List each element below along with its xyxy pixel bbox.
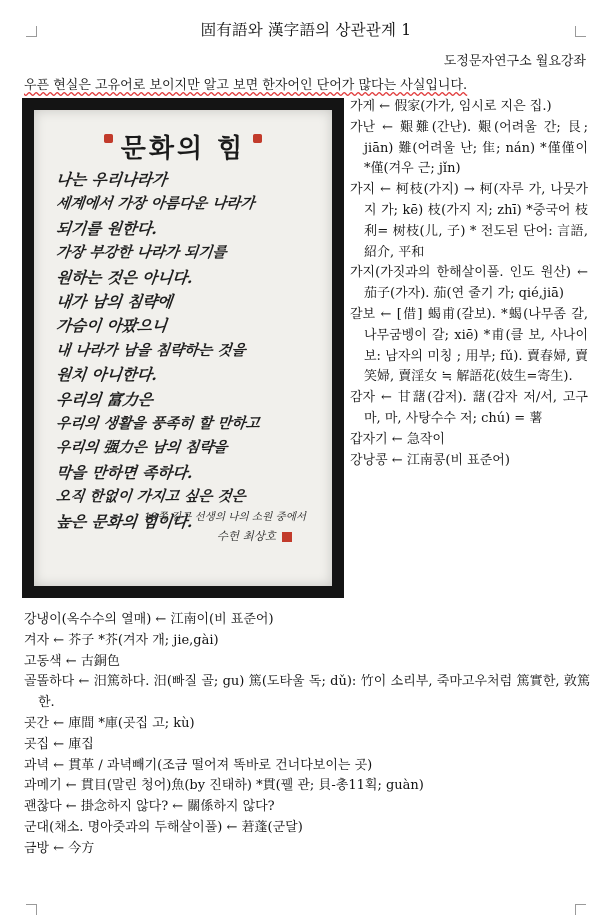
calligraphy-text bbox=[56, 168, 318, 534]
calligraphy-paper bbox=[34, 110, 332, 586]
calligraphy-line: 우리의 强力은 남의 침략을 bbox=[55, 439, 229, 457]
vocab-entry: 과메기 ← 貫目(말린 청어)魚(by 진태하) *貫(꿸 관; 貝-총11획; guàn) bbox=[24, 778, 424, 794]
calligraphy-signature bbox=[217, 528, 292, 544]
vocab-entry: 가지 ← 柯枝(가지) → 柯(자루 가, 나뭇가지 가; kē) 枝(가지 지; zhī) *중국어 枝利= 树枝(儿, 子) * 전도된 단어: 言語, 紹介, 平和 bbox=[350, 182, 588, 260]
vocab-entry: 겨자 ← 芥子 *芥(겨자 개; jie,gài) bbox=[24, 632, 219, 648]
vocab-entry: 곳간 ← 庫間 *庫(곳집 고; kù) bbox=[24, 715, 195, 731]
calligraphy-line: 막을 만하면 족하다. bbox=[55, 462, 194, 482]
document-title: 固有語와 漢字語의 상관관계 1 bbox=[200, 21, 412, 39]
red-seal-icon bbox=[253, 134, 262, 143]
calligraphy-line: 세계에서 가장 아름다운 나라가 bbox=[55, 195, 256, 213]
vocab-entry: 가지(가짓과의 한해살이풀. 인도 원산) ← 茄子(가자). 茄(연 줄기 가; qié,jiā) bbox=[350, 265, 588, 302]
vocab-entry: 가게 ← 假家(가가, 임시로 지은 집.) bbox=[350, 99, 552, 114]
calligraphy-image bbox=[22, 98, 344, 598]
calligraphy-line: 원하는 것은 아니다. bbox=[55, 267, 194, 287]
page-corner-mark bbox=[575, 904, 586, 915]
calligraphy-title: 문화의 힘 bbox=[120, 134, 246, 164]
calligraphy-line: 내 나라가 남을 침략하는 것을 bbox=[55, 341, 247, 359]
vocab-entry: 군대(채소. 명아줏과의 두해살이풀) ← 莙蓬(군달) bbox=[24, 819, 303, 835]
vocab-entry: 강낭콩 ← 江南콩(비 표준어) bbox=[350, 452, 510, 468]
calligraphy-line: 오직 한없이 가지고 싶은 것은 bbox=[55, 488, 247, 506]
calligraphy-line: 높은 문화의 힘이다. bbox=[55, 511, 194, 531]
vocab-entry: 괜찮다 ← 掛念하지 않다? ← 關係하지 않다? bbox=[24, 799, 275, 815]
calligraphy-line: 되기를 원한다. bbox=[55, 218, 159, 238]
calligraphy-line: 우리의 생활을 풍족히 할 만하고 bbox=[55, 415, 261, 433]
vocab-entry: 금방 ← 今方 bbox=[24, 840, 95, 856]
vocab-entry: 가난 ← 艱難(간난). 艱(어려울 간; 艮; jiān) 難(어려울 난; 隹; nán) *僅僅이 *僅(겨우 근; jǐn) bbox=[350, 119, 588, 177]
vocab-entry: 곳집 ← 庫집 bbox=[24, 736, 94, 752]
intro-text bbox=[24, 74, 467, 93]
calligraphy-line: 가장 부강한 나라가 되기를 bbox=[55, 244, 228, 262]
right-column-entries bbox=[350, 97, 588, 471]
calligraphy-line: 우리의 富力은 bbox=[55, 389, 154, 409]
calligraphy-line: 가슴이 아팠으니 bbox=[55, 316, 168, 336]
calligraphy-line: 나는 우리나라가 bbox=[55, 170, 168, 189]
vocab-entry: 갈보 ← [借] 蝎甫(갈보). *蝎(나무좀 갈, 나무굼벵이 갈; xiē) *甫(클 보, 사나이 보: 남자의 미칭 ; 用부; fǔ). 賣春婦, 賣笑婦, 賣淫女 ≒ 解語花(妓生=寄生). bbox=[350, 306, 588, 385]
bottom-entries bbox=[24, 610, 590, 860]
vocab-entry: 갑자기 ← 急작이 bbox=[350, 431, 445, 447]
signature-text: 수헌 최상호 bbox=[216, 529, 276, 543]
vocab-entry: 고동색 ← 古銅色 bbox=[24, 653, 120, 669]
calligraphy-line: 내가 남의 침략에 bbox=[55, 292, 174, 312]
vocab-entry: 과녁 ← 貫革 / 과녁빼기(조금 떨어져 똑바로 건너다보이는 곳) bbox=[24, 757, 373, 773]
vocab-entry: 골똘하다 ← 汨篤하다. 汨(빠질 골; gu) 篤(도타울 독; dǔ): 竹이 소리부, 죽마고우처럼 篤實한, 敦篤한. bbox=[24, 674, 590, 711]
intro-sentence: 우픈 현실은 고유어로 보이지만 알고 보면 한자어인 단어가 많다는 사실입니다. bbox=[24, 78, 468, 93]
vocab-entry: 강냉이(옥수수의 열매) ← 江南이(비 표준어) bbox=[24, 612, 274, 627]
calligraphy-footnote: 18쪽 김구 선생의 나의 소원 중에서 bbox=[144, 511, 306, 523]
vocab-entry: 감자 ← 甘藷(감저). 藷(감자 저/서, 고구마, 마, 사탕수수 저; chú) = 薯 bbox=[350, 390, 588, 426]
signature-seal-icon bbox=[282, 532, 292, 542]
document-subtitle: 도정문자연구소 월요강좌 bbox=[443, 54, 586, 69]
page-corner-mark bbox=[26, 904, 37, 915]
calligraphy-line: 원치 아니한다. bbox=[55, 365, 159, 385]
